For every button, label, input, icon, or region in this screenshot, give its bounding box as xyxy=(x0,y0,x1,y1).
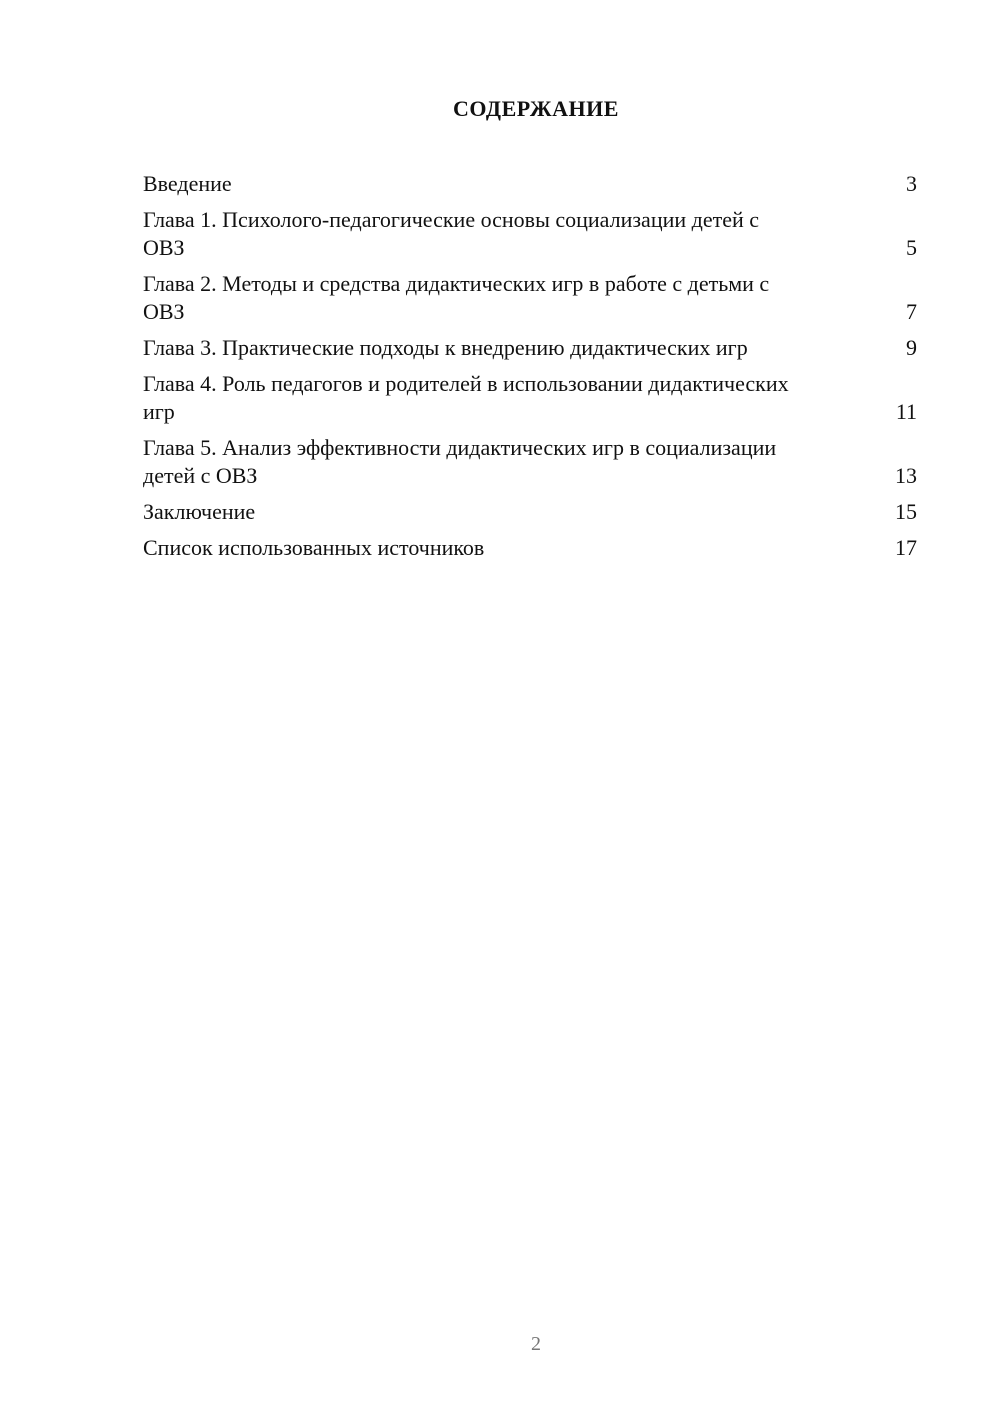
toc-entry-chapter-1[interactable] xyxy=(143,206,920,262)
toc-entry-introduction[interactable] xyxy=(143,170,920,198)
toc-entry-title: Список использованных источников xyxy=(143,535,485,560)
toc-entry-title: Глава 1. Психолого-педагогические основы социализации детей с ОВЗ xyxy=(143,207,760,260)
toc-entry-page: 3 xyxy=(906,171,917,196)
page-number: 2 xyxy=(531,1333,541,1355)
toc-entry-page: 17 xyxy=(895,535,917,560)
toc-entry-chapter-5[interactable] xyxy=(143,434,920,490)
toc-entry-title: Глава 2. Методы и средства дидактических игр в работе с детьми с ОВЗ xyxy=(143,271,770,324)
toc-entry-page: 13 xyxy=(895,463,917,488)
toc-entry-chapter-2[interactable] xyxy=(143,270,920,326)
toc-entry-page: 15 xyxy=(895,499,917,524)
toc-entry-references[interactable] xyxy=(143,534,920,562)
toc-entry-title: Введение xyxy=(143,171,232,196)
toc-entry-chapter-4[interactable] xyxy=(143,370,920,426)
toc-entry-chapter-3[interactable] xyxy=(143,334,920,362)
toc-entry-title: Заключение xyxy=(143,499,256,524)
table-of-contents xyxy=(143,170,920,570)
toc-entry-title: Глава 4. Роль педагогов и родителей в использовании дидактических игр xyxy=(143,371,789,424)
toc-entry-title: Глава 5. Анализ эффективности дидактических игр в социализации детей с ОВЗ xyxy=(143,435,777,488)
toc-entry-page: 9 xyxy=(906,335,917,360)
toc-entry-page: 11 xyxy=(895,399,917,424)
toc-entry-title: Глава 3. Практические подходы к внедрению дидактических игр xyxy=(143,335,748,360)
page-title: СОДЕРЖАНИЕ xyxy=(453,96,619,121)
toc-entry-page: 7 xyxy=(906,299,917,324)
toc-entry-page: 5 xyxy=(906,235,917,260)
toc-entry-conclusion[interactable] xyxy=(143,498,920,526)
